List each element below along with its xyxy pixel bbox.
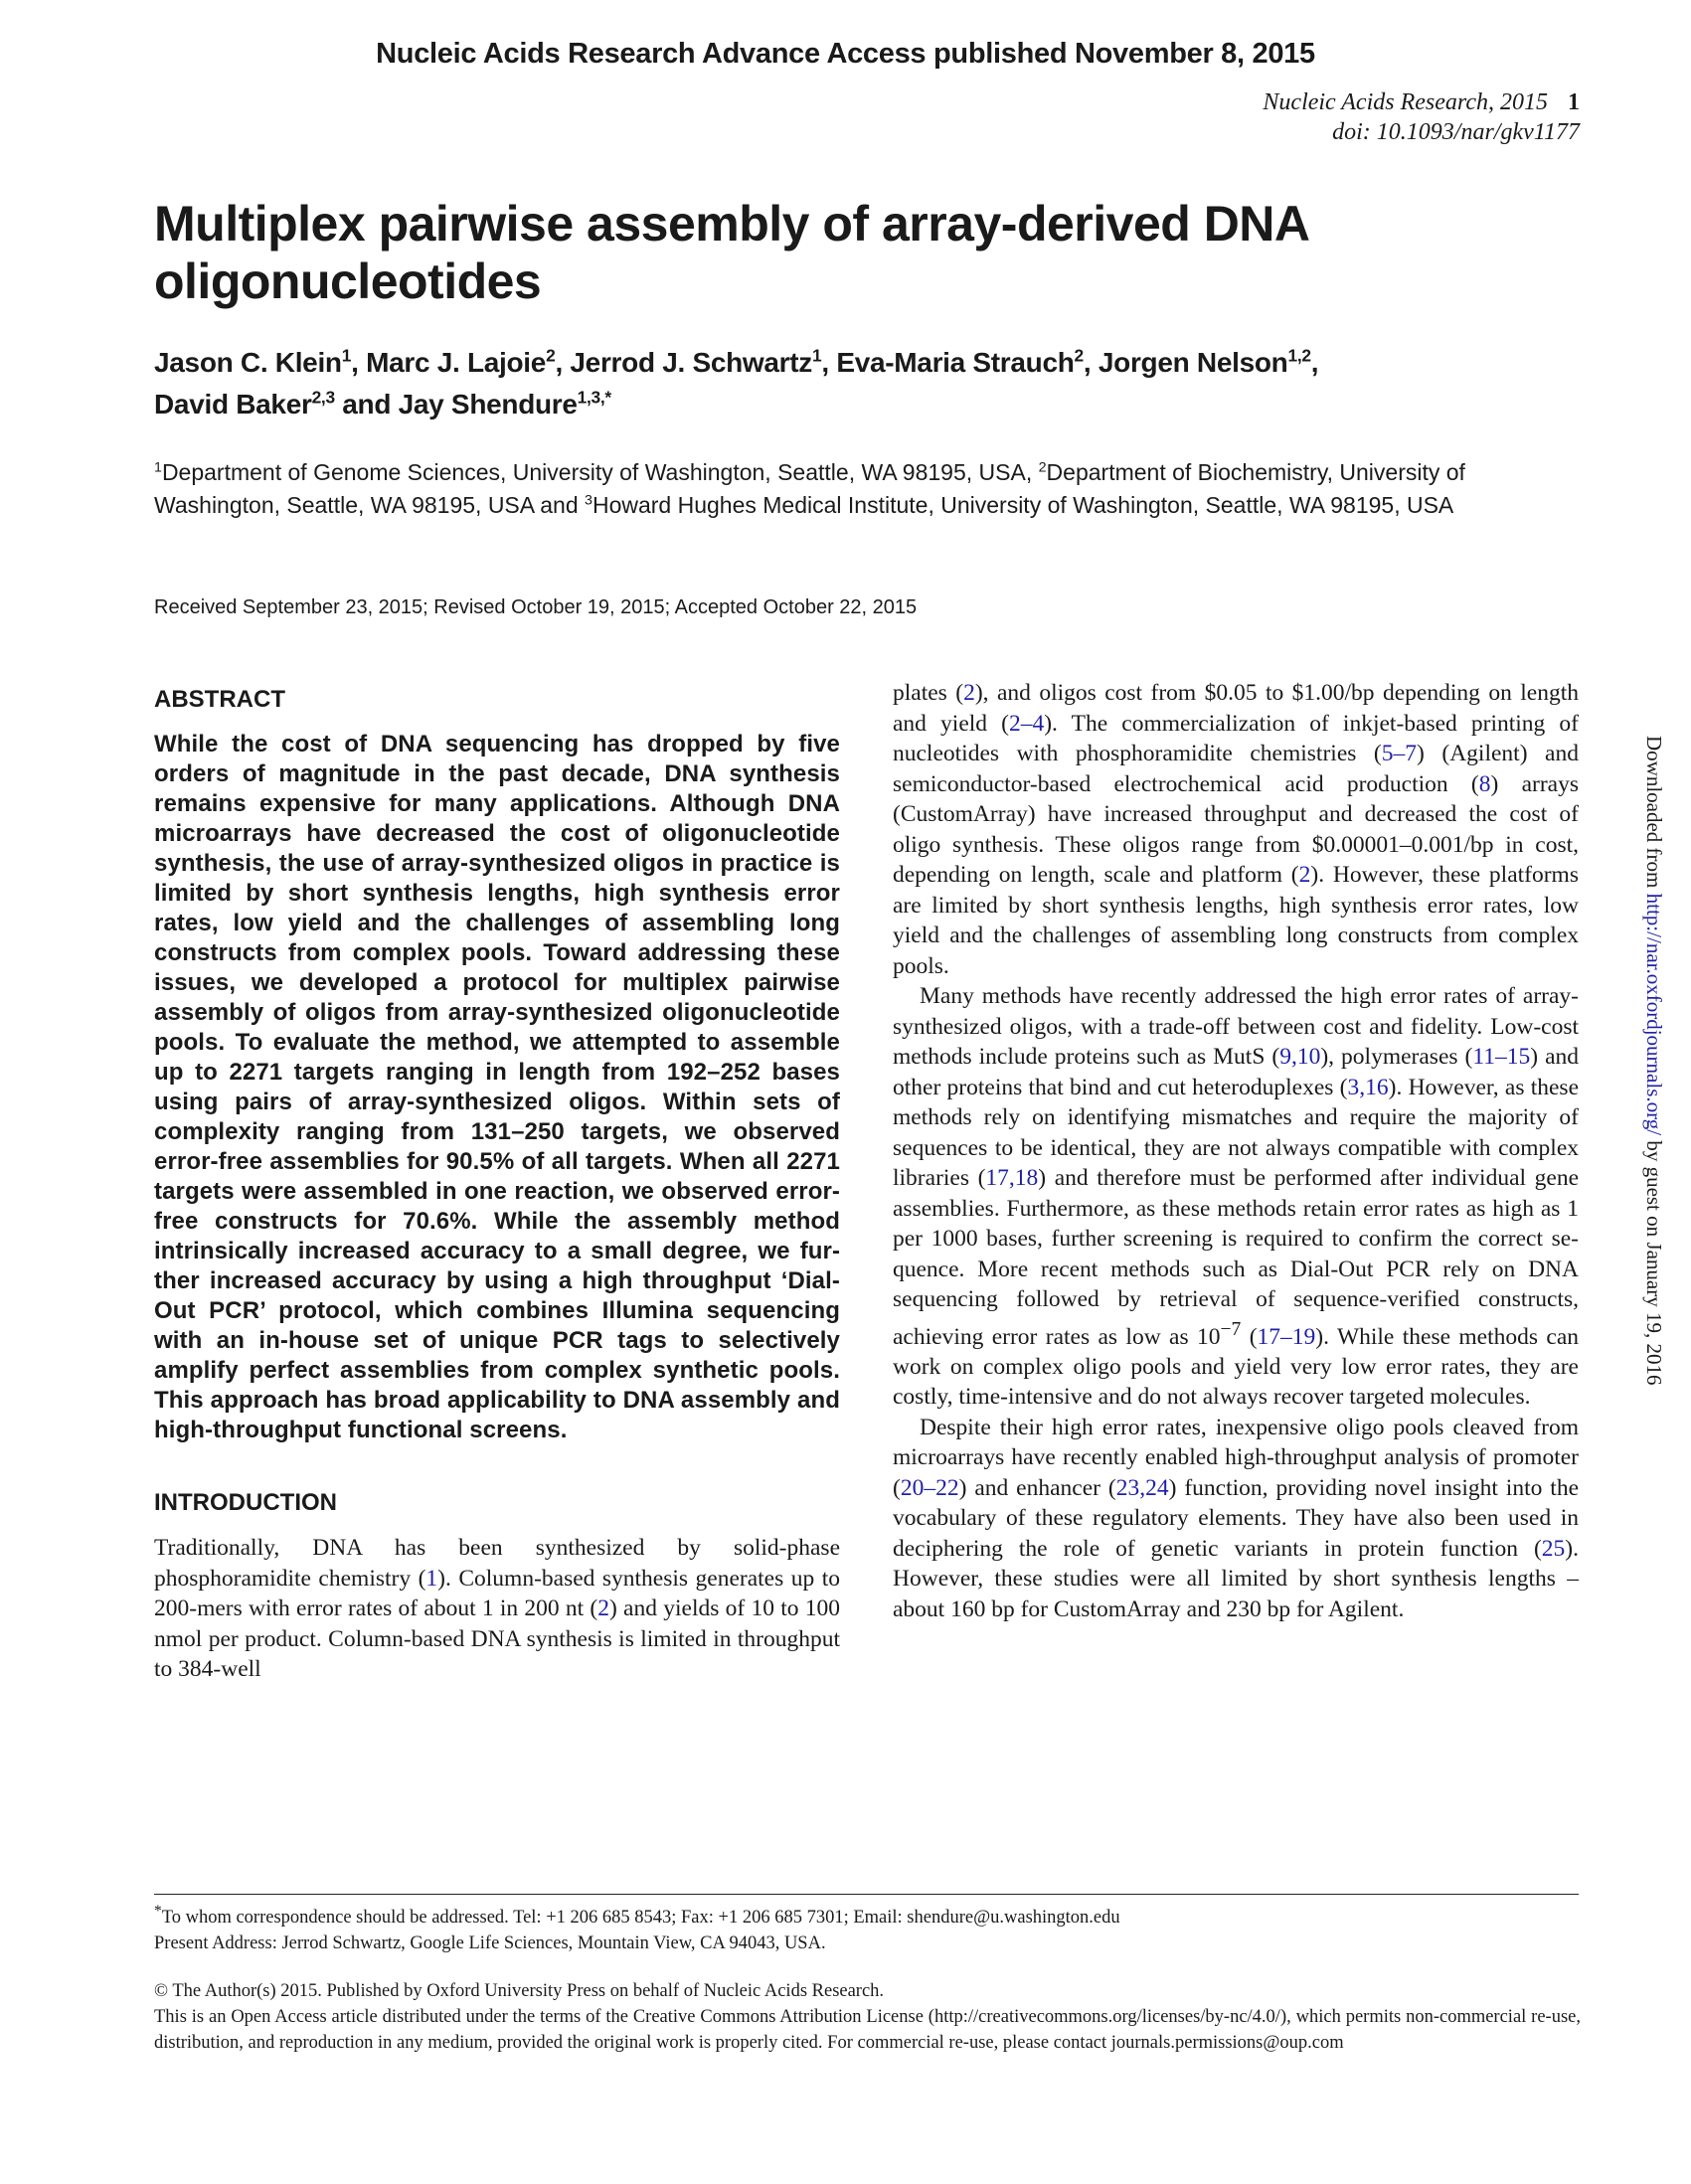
author-name: Marc J. Lajoie (366, 347, 547, 378)
journal-site-link[interactable]: http://nar.oxfordjournals.org/ (1642, 893, 1666, 1136)
author-name: Jorgen Nelson (1098, 347, 1288, 378)
reference-link[interactable]: 5–7 (1381, 741, 1418, 766)
license-text: This is an Open Access article distributed under the terms of the Creative Commons Attribution License (http://creativecommons.org/licenses/by-nc/4.0/), which permits non-commercial re-use, distribution, and reproduction in any medium, provided the original work is properly cited. For commercial re-use, please contact journals.permissions@oup.com (154, 2007, 1581, 2053)
affiliations (154, 456, 1586, 522)
author-affiliation-mark: 1 (341, 345, 352, 366)
download-prefix: Downloaded from (1642, 736, 1666, 894)
abstract-heading: ABSTRACT (154, 686, 285, 713)
author-list: Jason C. Klein$^1$, Marc J. Lajoie$^2$, Jerrod J. Schwartz$^1$, Eva-Maria Strauch$^2$, Jorgen Nelson$^{1,2}$, David Baker$^{2,3}$ and Jay Shendure$^{1,3,*}$ (154, 345, 1319, 420)
intro-paragraph-2: Many methods have recently addressed the high error rates of array-synthesized oligos, with a trade-off between cost and fidelity. Low-cost methods include proteins such as MutS (9,10), polymerases (11–15) and other proteins that bind and cut heteroduplexes (3,16). However, as these methods rely on identifying mismatches and require the majority of sequences to be identical, they are not always compatible with complex libraries (17,18) and therefore must be performed after individual gene assemblies. Furthermore, as these methods retain error rates as high as 1 per 1000 bases, further screening is required to confirm the correct sequence. More recent methods such as Dial-Out PCR rely on DNA sequencing followed by retrieval of sequence-verified constructs, achieving error rates as low as $10^{-7}$ (17–19). While these methods can work on complex oligo pools and yield very low error rates, they are costly, time-intensive and do not always recover targeted molecules. (893, 983, 1580, 1411)
copyright-line: © The Author(s) 2015. Published by Oxford University Press on behalf of Nucleic Acids Research. (154, 1981, 885, 2001)
intro-paragraph-3: Despite their high error rates, inexpensive oligo pools cleaved from microarrays have recently enabled high-throughput analysis of promoter (20–22) and enhancer (23,24) function, providing novel insight into the vocabulary of these regulatory elements. They have also been used in deciphering the role of genetic variants in protein function (25). However, these studies were all limited by short synthesis lengths – about 160 bp for CustomArray and 230 bp for Agilent. (893, 1414, 1579, 1622)
reference-link[interactable]: 8 (1478, 770, 1491, 797)
author-affiliation-mark: 1,3,* (577, 387, 611, 408)
intro-paragraph-1-cont: plates (2), and oligos cost from $0.05 to $1.00/bp depending on length and yield (2–4). The commercialization of inkjet-based printing of nucleotides with phosphoramidite chemistries (5–7) (Agilent) and semiconductor-based electrochemical acid production (8) arrays (CustomArray) have increased throughput and decreased the cost of oligo synthesis. These oligos range from $0.00001–0.001/bp in cost, depending on length, scale and platform (2). However, these platforms are limited by short synthesis lengths, high synthesis error rates, low yield and the challenges of assembling long constructs from complex pools. (893, 680, 1580, 979)
correspondence-mark: * (154, 1903, 162, 1920)
reference-link[interactable]: 2–4 (1008, 710, 1045, 737)
title-line-1: Multiplex pairwise assembly of array-derived DNA (154, 196, 1310, 252)
author-affiliation-mark: 2 (1074, 345, 1084, 366)
article-dates: Received September 23, 2015; Revised October 19, 2015; Accepted October 22, 2015 (154, 596, 918, 618)
reference-link[interactable]: 20–22 (900, 1474, 959, 1501)
reference-link[interactable]: 2 (1298, 862, 1311, 888)
abstract-text: While the cost of DNA sequencing has dropped by five orders of magnitude in the past decade, DNA synthesis remains expensive for many applications. Although DNA microarrays have decreased the cost of oligonucleotide synthesis, the use of array-synthesized oligos in practice is limited by short synthesis lengths, high synthesis error rates, low yield and the challenges of assembling long constructs from complex pools. Toward addressing these issues, we developed a protocol for multiplex pairwise assembly of oligos from array-synthesized oligonucleotide pools. To evaluate the method, we attempted to assemble up to 2271 targets ranging in length from 192–252 bases using pairs of array-synthesized oligos. Within sets of complexity ranging from 131–250 targets, we observed error-free assemblies for 90.5% of all targets. When all 2271 targets were assembled in one reaction, we observed error-free constructs for 70.6%. While the assembly method intrinsically increased accuracy to a small degree, we further increased accuracy by using a high throughput ‘Dial-Out PCR’ protocol, which combines Illumina sequencing with an in-house set of unique PCR tags to selectively amplify perfect assemblies from complex synthetic pools. This approach has broad applicability to DNA assembly and high-throughput functional screens. (154, 731, 840, 1443)
reference-link[interactable]: 3,16 (1347, 1074, 1389, 1100)
author-name: Jerrod J. Schwartz (570, 347, 812, 378)
author-affiliation-mark: 1 (812, 345, 822, 366)
present-address-note: Present Address: Jerrod Schwartz, Google Life Sciences, Mountain View, CA 94043, USA. (154, 1933, 826, 1954)
author-affiliation-mark: 2 (546, 345, 556, 366)
author-name: Eva-Maria Strauch (836, 347, 1075, 378)
author-affiliation-mark: 2,3 (311, 387, 335, 408)
reference-link[interactable]: 11–15 (1472, 1044, 1531, 1070)
reference-link[interactable]: 9,10 (1279, 1044, 1321, 1070)
reference-link[interactable]: 17–19 (1257, 1323, 1316, 1350)
left-column (154, 686, 840, 1685)
intro-paragraph-1: Traditionally, DNA has been synthesized by solid-phase phosphoramidite chemistry (1). Column-based synthesis generates up to 200-mers with error rates of about 1 in 200 nt (2) and yields of 10 to 100 nmol per product. Column-based DNA synthesis is limited in throughput to 384-well (154, 1535, 840, 1682)
affiliation-mark: 3 (585, 492, 592, 509)
author-affiliation-mark: 1,2 (1287, 345, 1311, 366)
affiliation-3: Howard Hughes Medical Institute, University of Washington, Seattle, WA 98195, USA (592, 492, 1454, 518)
page-number: 1 (1568, 89, 1580, 115)
affiliation-2: Department of Biochemistry, University of Washington, Seattle, WA 98195, USA and (154, 459, 1465, 518)
introduction-heading: INTRODUCTION (154, 1489, 337, 1516)
reference-link[interactable]: 2 (963, 680, 975, 706)
advance-access-banner: Nucleic Acids Research Advance Access published November 8, 2015 (376, 38, 1315, 70)
author-name: David Baker (154, 389, 312, 420)
reference-link[interactable]: 25 (1541, 1535, 1566, 1562)
journal-info (1263, 87, 1580, 147)
download-suffix: by guest on January 19, 2016 (1642, 1135, 1666, 1386)
download-watermark (1636, 736, 1676, 1451)
right-column (893, 678, 1579, 1624)
doi: doi: 10.1093/nar/gkv1177 (1332, 119, 1580, 145)
footnote-divider (154, 1894, 1579, 1895)
affiliation-mark: 2 (1038, 459, 1047, 476)
title-line-2: oligonucleotides (154, 253, 542, 309)
license-block (154, 1978, 1581, 2056)
superscript: −7 (1220, 1318, 1242, 1340)
author-name: Jay Shendure (398, 389, 578, 420)
journal-name: Nucleic Acids Research, 2015 (1263, 89, 1548, 115)
reference-link[interactable]: 1 (425, 1565, 438, 1592)
author-name: Jason C. Klein (154, 347, 342, 378)
affiliation-1: Department of Genome Sciences, University of Washington, Seattle, WA 98195, USA, (161, 459, 1039, 485)
reference-link[interactable]: 17,18 (985, 1165, 1039, 1191)
reference-link[interactable]: 2 (597, 1596, 609, 1621)
reference-link[interactable]: 23,24 (1115, 1474, 1169, 1501)
article-title (154, 195, 1546, 310)
affiliation-mark: 1 (154, 459, 162, 476)
footnotes (154, 1899, 1586, 1956)
correspondence-note: To whom correspondence should be addressed. Tel: +1 206 685 8543; Fax: +1 206 685 7301; Email: shendure@u.washington.edu (161, 1908, 1120, 1929)
